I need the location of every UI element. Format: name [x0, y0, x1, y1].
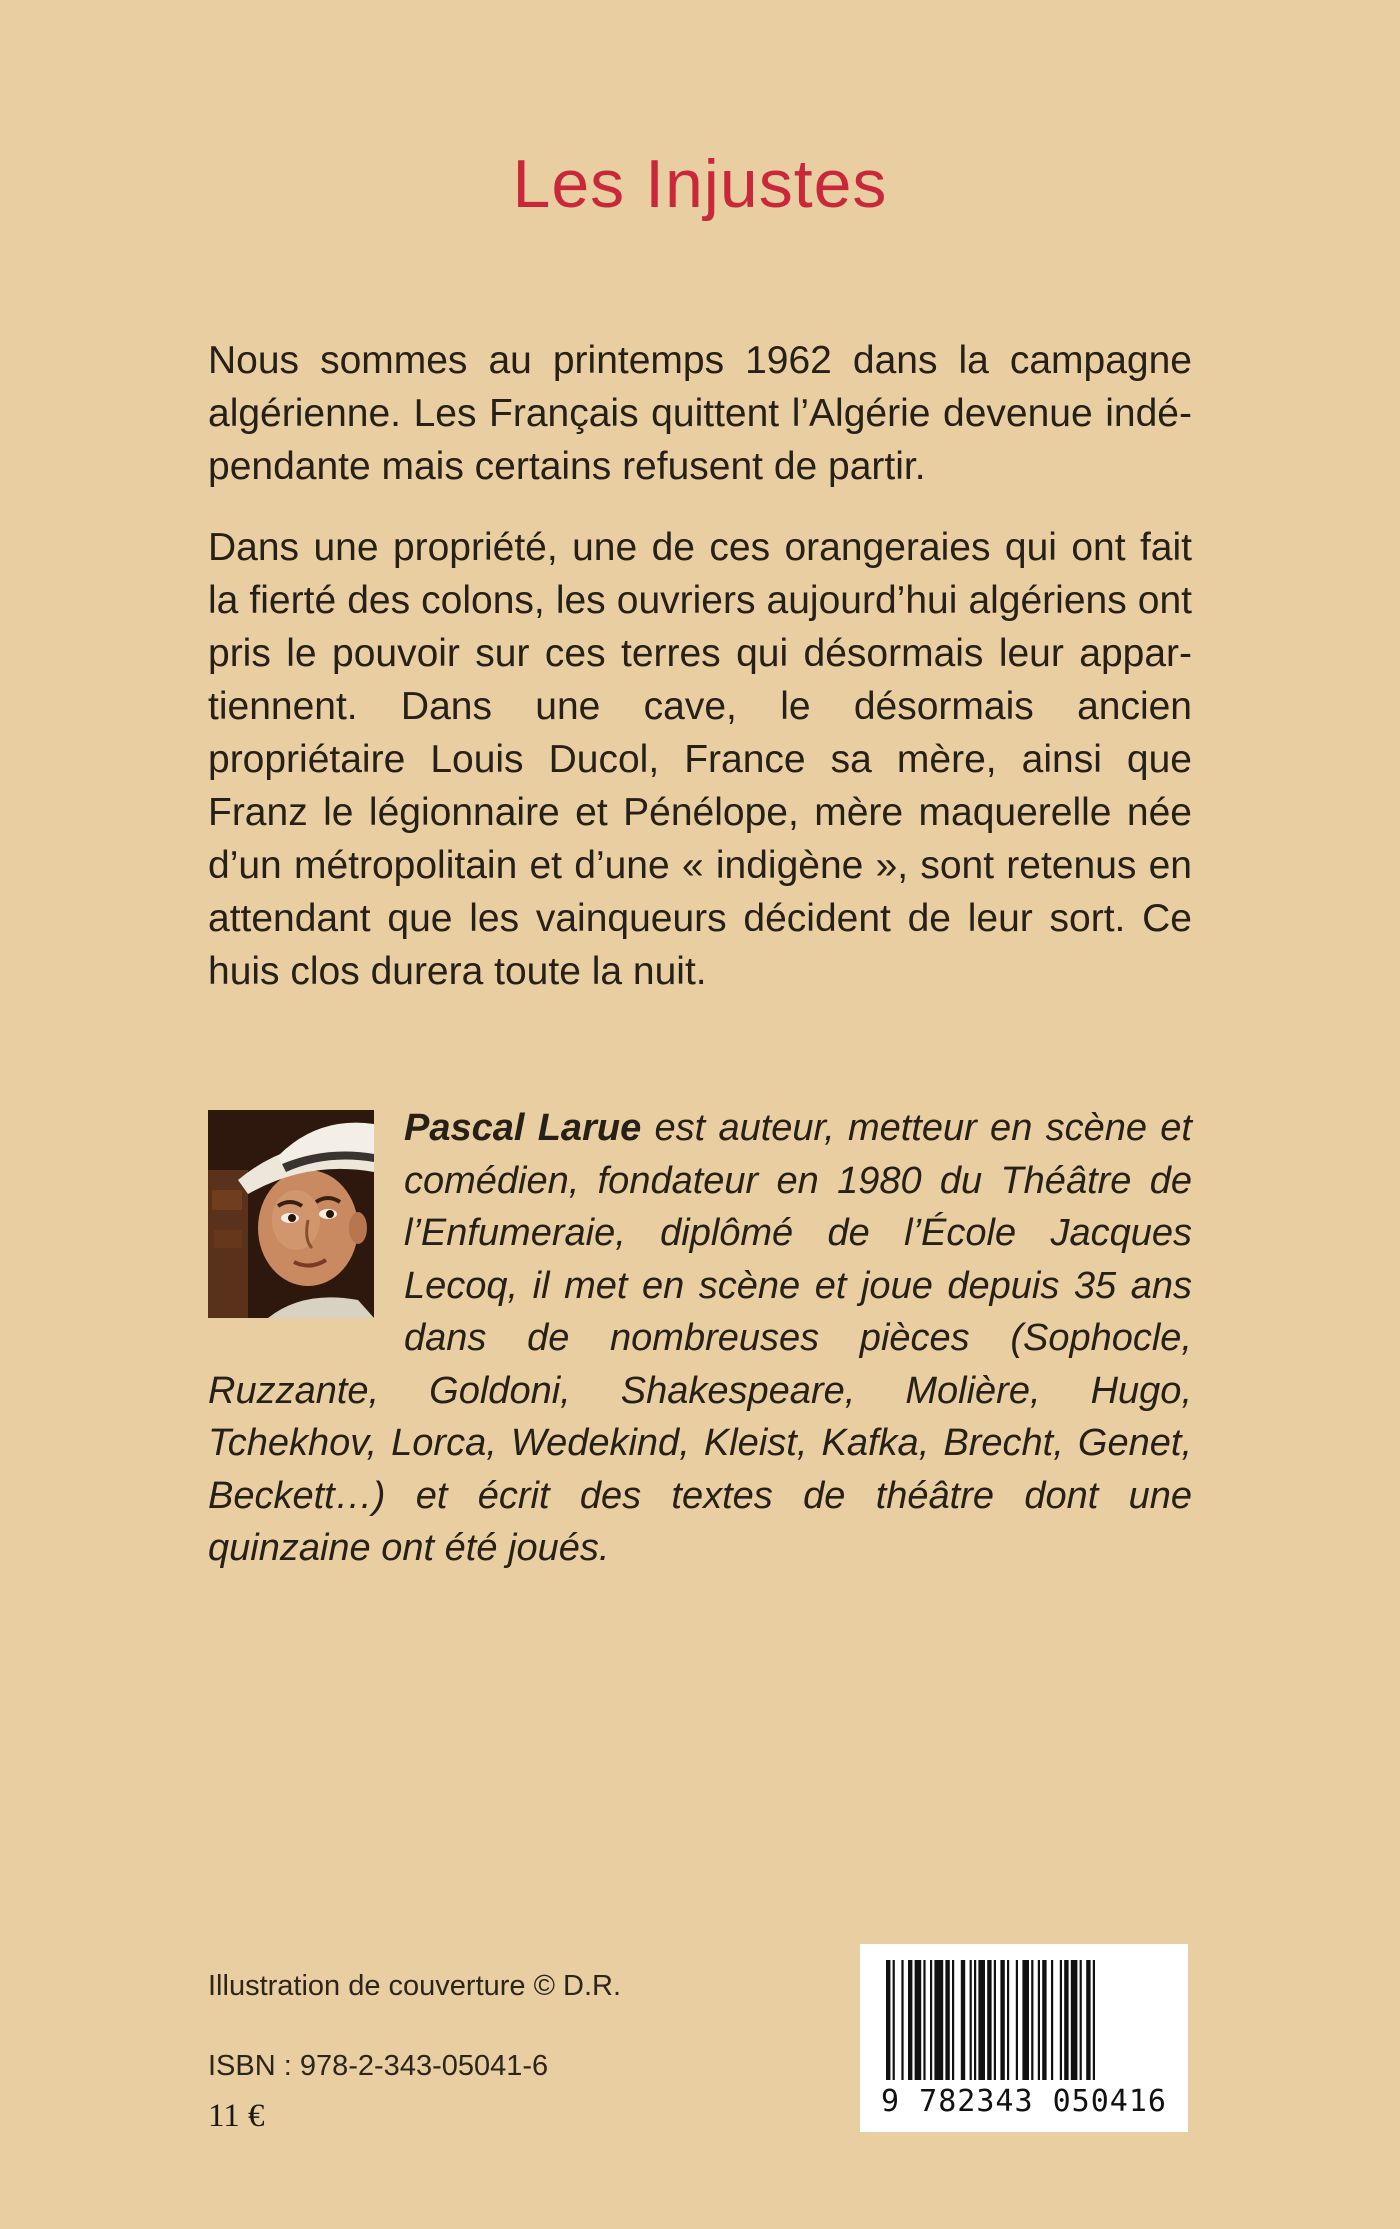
barcode-bar: [901, 1960, 903, 2080]
barcode-bar: [1038, 1960, 1040, 2080]
barcode-bar: [1000, 1960, 1004, 2080]
barcode-bar: [1060, 1960, 1062, 2080]
barcode-bar: [923, 1960, 925, 2080]
author-name: Pascal Larue: [404, 1107, 642, 1149]
barcode-digits: 9 782343 050416: [881, 2084, 1167, 2119]
barcode-bar: [952, 1960, 954, 2080]
barcode-bar: [1064, 1960, 1068, 2080]
synopsis: [208, 334, 1192, 1026]
barcode-bar: [1007, 1960, 1009, 2080]
barcode: [860, 1944, 1188, 2132]
barcode-bar: [930, 1960, 932, 2080]
barcode-bar: [1031, 1960, 1033, 2080]
barcode-bar: [915, 1960, 922, 2080]
barcode-bar: [945, 1960, 949, 2080]
barcode-bar: [961, 1960, 965, 2080]
author-bio: [208, 1102, 1192, 1575]
barcode-bar: [978, 1960, 985, 2080]
price: 11 €: [208, 2098, 265, 2134]
barcode-bar: [974, 1960, 976, 2080]
barcode-bar: [994, 1960, 996, 2080]
barcode-bar: [970, 1960, 972, 2080]
synopsis-paragraph: Nous sommes au printemps 1962 dans la campagne algérienne. Les Français quittent l’Algérie devenue indé-pendante mais certains refusent de partir.: [208, 339, 1192, 488]
book-title: Les Injustes: [512, 146, 888, 222]
cover-credit: Illustration de couverture © D.R.: [208, 1970, 622, 2002]
barcode-bar: [893, 1960, 895, 2080]
barcode-bar: [1086, 1960, 1090, 2080]
synopsis-paragraph: Dans une propriété, une de ces orangeraies qui ont fait la fierté des colons, les ouvriers aujourd’hui algériens ont pris le pouvoir sur ces terres qui désormais leur appar-tiennent. Dans une cave, le désormais ancien propriétaire Louis Ducol, France sa mère, ainsi que Franz le légionnaire et Pénélope, mère maquerelle née d’un métropolitain et d’une « indigène », sont retenus en attendant que les vainqueurs décident de leur sort. Ce huis clos durera toute la nuit.: [208, 526, 1192, 993]
barcode-bar: [1051, 1960, 1053, 2080]
author-portrait-photo-icon: [208, 1110, 374, 1318]
barcode-bar: [1016, 1960, 1018, 2080]
barcode-bar: [1071, 1960, 1078, 2080]
author-portrait: [208, 1110, 374, 1318]
barcode-bar: [908, 1960, 912, 2080]
barcode-bar: [1080, 1960, 1082, 2080]
isbn: ISBN : 978-2-343-05041-6: [208, 2050, 549, 2082]
barcode-bar: [1042, 1960, 1046, 2080]
barcode-bar: [886, 1960, 890, 2080]
barcode-bar: [987, 1960, 991, 2080]
barcode-bar: [1093, 1960, 1095, 2080]
barcode-bar: [1022, 1960, 1029, 2080]
barcode-bar: [934, 1960, 943, 2080]
author-bio-text: est auteur, metteur en scène et comédien, fondateur en 1980 du Théâtre de l’Enfumeraie, diplômé de l’École Jacques Lecoq, il met en scène et joue depuis 35 ans dans de nombreuses pièces (Sophocle, Ruzzante, Goldoni, Shakespeare, Molière, Hugo, Tchekhov, Lorca, Wedekind, Kleist, Kafka, Brecht, Genet, Beckett…) et écrit des textes de théâtre dont une quinzaine ont été joués.: [208, 1107, 1192, 1569]
